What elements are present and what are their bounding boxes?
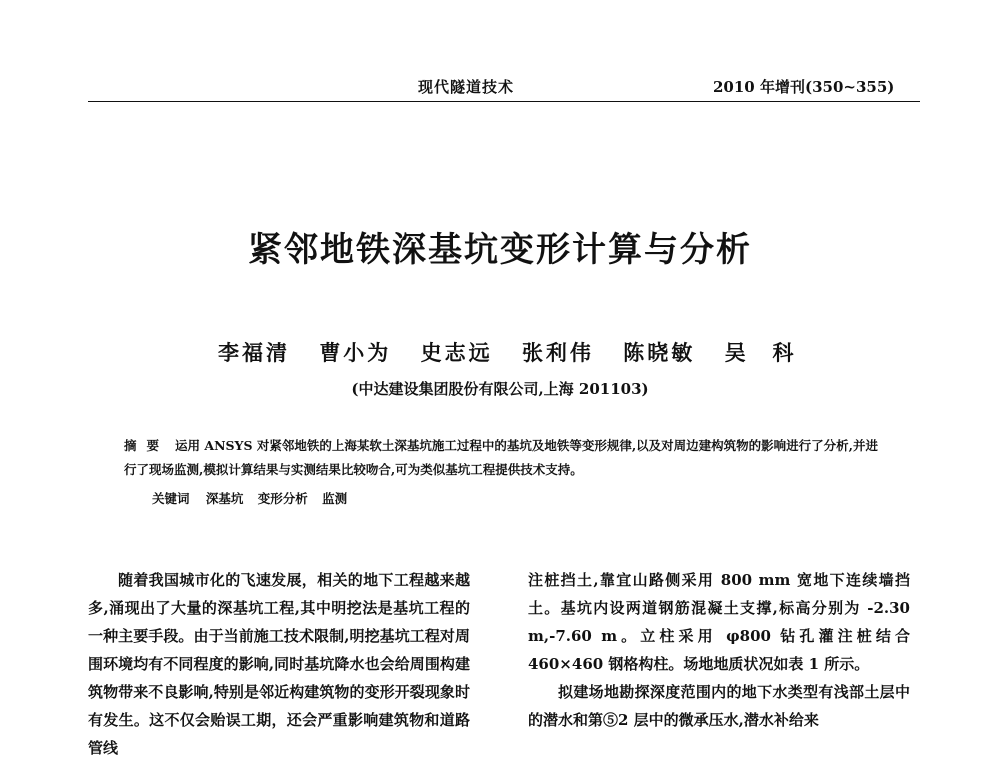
header-rule bbox=[88, 101, 920, 102]
author: 吴 科 bbox=[724, 340, 797, 365]
abstract-text: 运用 ANSYS 对紧邻地铁的上海某软土深基坑施工过程中的基坑及地铁等变形规律,以及对周边建构筑物的影响进行了分析,并进行了现场监测,模拟计算结果与实测结果比较吻合,可为类似基坑工程提供技术支持。 bbox=[124, 438, 879, 477]
keyword: 深基坑 bbox=[205, 491, 244, 506]
keyword: 变形分析 bbox=[257, 491, 308, 506]
body-column-right bbox=[528, 566, 910, 734]
author-list bbox=[218, 337, 819, 367]
affiliation: (中达建设集团股份有限公司,上海 201103) bbox=[351, 380, 649, 398]
journal-name: 现代隧道技术 bbox=[418, 78, 515, 96]
paper-title: 紧邻地铁深基坑变形计算与分析 bbox=[248, 230, 752, 270]
body-paragraph: 注桩挡土,靠宜山路侧采用 800 mm 宽地下连续墙挡土。基坑内设两道钢筋混凝土支撑,标高分别为 -2.30 m,-7.60 m。立柱采用 φ800 钻孔灌注桩结合 460×460 钢格构柱。场地地质状况如表 1 所示。 bbox=[528, 571, 910, 673]
body-paragraph: 拟建场地勘探深度范围内的地下水类型有浅部土层中的潜水和第⑤2 层中的微承压水,潜水补给来 bbox=[528, 683, 910, 729]
abstract-label: 摘要 bbox=[124, 438, 170, 453]
author: 史志远 bbox=[420, 340, 493, 365]
author: 李福清 bbox=[218, 340, 290, 365]
body-paragraph: 随着我国城市化的飞速发展，相关的地下工程越来越多,涌现出了大量的深基坑工程,其中明挖法是基坑工程的一种主要手段。由于当前施工技术限制,明挖基坑工程对周围环境均有不同程度的影响,同时基坑降水也会给周围构建筑物带来不良影响,特别是邻近构建筑物的变形开裂现象时有发生。这不仅会贻误工期，还会严重影响建筑物和道路管线 bbox=[88, 571, 470, 757]
keywords bbox=[152, 489, 357, 507]
issue-info: 2010 年增刊(350~355) bbox=[713, 78, 895, 96]
author: 曹小为 bbox=[319, 340, 392, 365]
author: 陈晓敏 bbox=[623, 340, 696, 365]
body-column-left bbox=[88, 566, 470, 762]
keyword: 监测 bbox=[322, 491, 348, 506]
author: 张利伟 bbox=[521, 340, 594, 365]
keywords-label: 关键词 bbox=[152, 491, 190, 506]
abstract bbox=[124, 434, 884, 482]
